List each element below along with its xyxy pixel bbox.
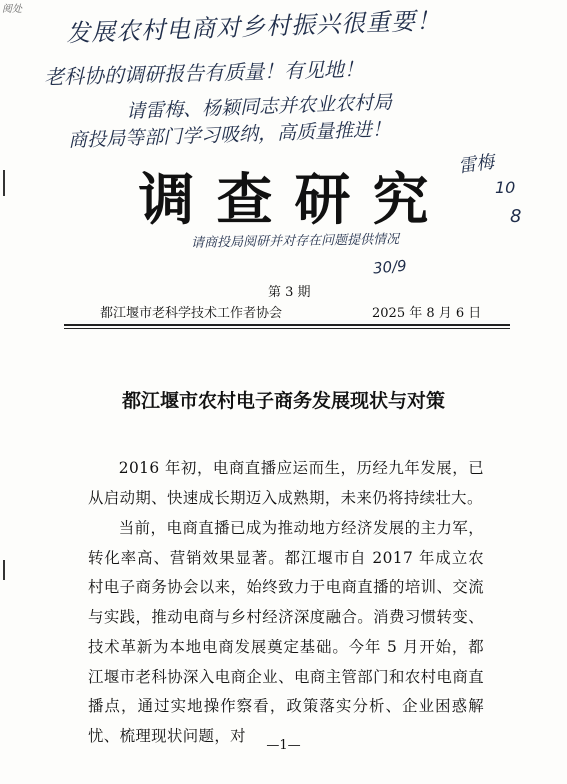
page-number: —1—	[266, 738, 301, 753]
handwritten-comment-line-5: 请商投局阅研并对存在问题提供情况	[190, 232, 400, 251]
handwritten-corner-tag: 阅处	[2, 4, 22, 15]
handwritten-comment-line-1: 发展农村电商对乡村振兴很重要！	[65, 6, 442, 48]
publisher-organization: 都江堰市老科学技术工作者协会	[100, 306, 283, 321]
scan-edge-mark	[3, 170, 5, 196]
header-divider-thin	[64, 328, 510, 329]
article-paragraph: 2016 年初，电商直播应运而生，历经九年发展，已从启动期、快速成长期迈入成熟期，未来仍将持续壮大。	[88, 459, 484, 507]
handwritten-comment-line-3: 请雷梅、杨颖同志并农业农村局	[125, 91, 393, 123]
publication-title: 调查研究	[138, 167, 451, 233]
scan-edge-mark	[3, 560, 5, 580]
publication-date: 2025 年 8 月 6 日	[372, 306, 482, 321]
handwritten-comment-line-4: 商投局等部门学习吸纳，高质量推进！	[67, 118, 392, 152]
handwritten-comment-line-2: 老科协的调研报告有质量！有见地！	[43, 56, 365, 90]
handwritten-signature: 雷梅	[456, 151, 496, 178]
article-title: 都江堰市农村电子商务发展现状与对策	[121, 390, 445, 412]
signature-date-day: 8	[510, 206, 522, 227]
signature-date-month: 10	[495, 178, 516, 197]
issue-number: 第 3 期	[268, 285, 311, 300]
handwritten-second-date: 30/9	[372, 256, 408, 278]
header-divider-thick	[64, 324, 510, 326]
article-paragraph: 当前，电商直播已成为推动地方经济发展的主力军，转化率高、营销效果显著。都江堰市自 2017 年成立农村电子商务协会以来，始终致力于电商直播的培训、交流与实践，推动电商与乡村经济深度融合。消费习惯转变、技术革新为本地电商发展奠定基础。今年 5 月开始，都江堰市老科协深入电商企业、电商主管部门和农村电商直播点，通过实地操作察看，政策落实分析、企业困惑解忧、梳理现状问题，对	[88, 519, 484, 745]
